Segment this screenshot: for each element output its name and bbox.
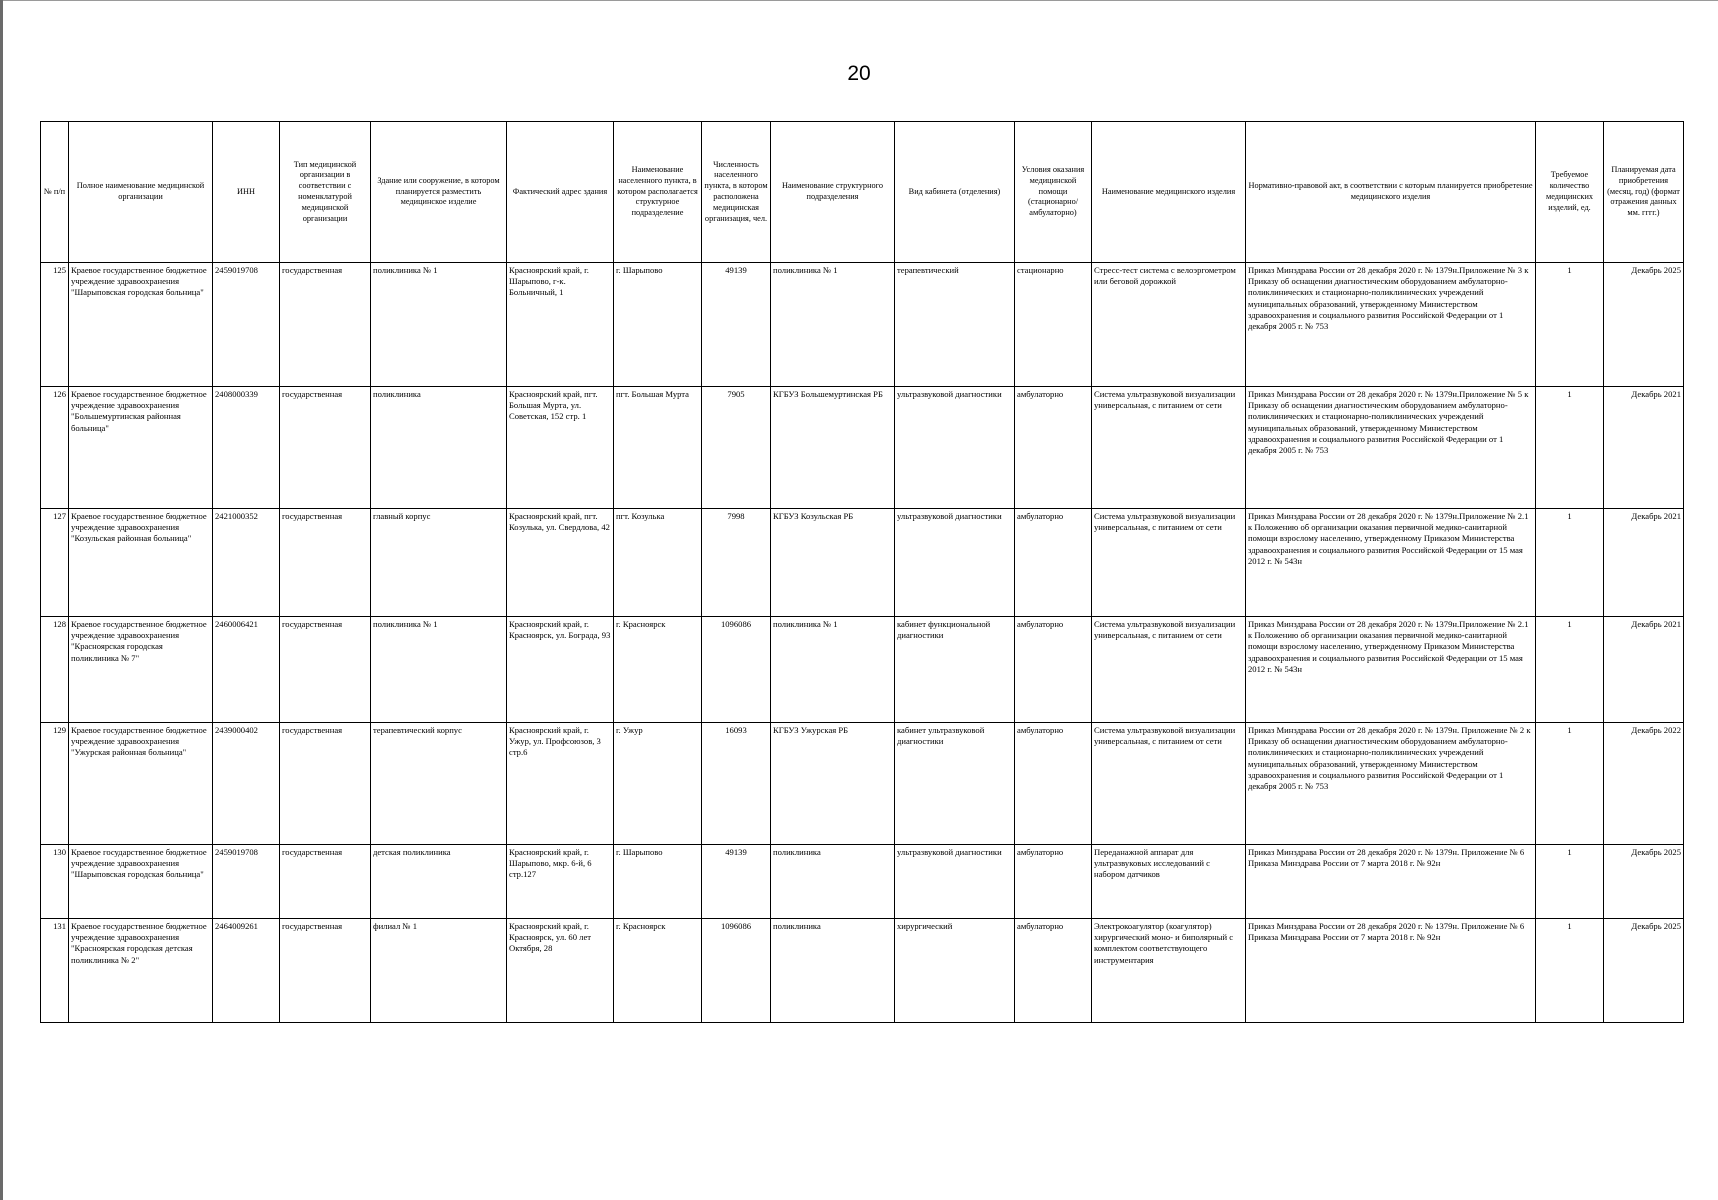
org-name: Краевое государственное бюджетное учреждение здравоохранения "Шарыповская городская больница" <box>69 263 213 387</box>
inn: 2439000402 <box>213 723 280 845</box>
unit: поликлиника № 1 <box>771 263 895 387</box>
header-cell: Наименование медицинского изделия <box>1092 122 1246 263</box>
building: поликлиника № 1 <box>371 617 507 723</box>
cabinet: хирургический <box>895 919 1015 1023</box>
row-number: 129 <box>41 723 69 845</box>
device: Система ультразвуковой визуализации универсальная, с питанием от сети <box>1092 617 1246 723</box>
header-cell: Вид кабинета (отделения) <box>895 122 1015 263</box>
quantity: 1 <box>1536 919 1604 1023</box>
population: 1096086 <box>702 919 771 1023</box>
row-number: 127 <box>41 509 69 617</box>
address: Красноярский край, г. Шарыпово, мкр. 6-й, 6 стр.127 <box>507 845 614 919</box>
cabinet: кабинет ультразвуковой диагностики <box>895 723 1015 845</box>
planned-date: Декабрь 2022 <box>1604 723 1684 845</box>
unit: поликлиника № 1 <box>771 617 895 723</box>
locality: г. Красноярск <box>614 919 702 1023</box>
population: 49139 <box>702 845 771 919</box>
row-number: 125 <box>41 263 69 387</box>
device: Система ультразвуковой визуализации универсальная, с питанием от сети <box>1092 723 1246 845</box>
cabinet: ультразвуковой диагностики <box>895 387 1015 509</box>
population: 7998 <box>702 509 771 617</box>
header-cell: Планируемая дата приобретения (месяц, год) (формат отражения данных мм. гггг.) <box>1604 122 1684 263</box>
unit: КГБУЗ Ужурская РБ <box>771 723 895 845</box>
table-row <box>41 617 1684 723</box>
table-header-row <box>41 122 1684 263</box>
header-cell: Полное наименование медицинской организации <box>69 122 213 263</box>
address: Красноярский край, г. Красноярск, ул. 60 лет Октября, 28 <box>507 919 614 1023</box>
cabinet: кабинет функциональной диагностики <box>895 617 1015 723</box>
device: Система ультразвуковой визуализации универсальная, с питанием от сети <box>1092 387 1246 509</box>
org-name: Краевое государственное бюджетное учреждение здравоохранения "Красноярская городская детская поликлиника № 2" <box>69 919 213 1023</box>
cabinet: ультразвуковой диагностики <box>895 509 1015 617</box>
table-row <box>41 387 1684 509</box>
org-name: Краевое государственное бюджетное учреждение здравоохранения "Шарыповская городская больница" <box>69 845 213 919</box>
inn: 2460006421 <box>213 617 280 723</box>
conditions: амбулаторно <box>1015 919 1092 1023</box>
org-type: государственная <box>280 845 371 919</box>
legal-act: Приказ Минздрава России от 28 декабря 2020 г. № 1379н.Приложение № 2.1 к Положению об организации оказания первичной медико-санитарной помощи взрослому населению, утвержденному Приказом Министерства здравоохранения и социального развития Российской Федерации от 15 мая 2012 г. № 543н <box>1246 509 1536 617</box>
planned-date: Декабрь 2025 <box>1604 263 1684 387</box>
quantity: 1 <box>1536 263 1604 387</box>
header-cell: Условия оказания медицинской помощи (стационарно/ амбулаторно) <box>1015 122 1092 263</box>
planned-date: Декабрь 2021 <box>1604 387 1684 509</box>
quantity: 1 <box>1536 509 1604 617</box>
org-name: Краевое государственное бюджетное учреждение здравоохранения "Большемуртинская районная больница" <box>69 387 213 509</box>
unit: КГБУЗ Козульская РБ <box>771 509 895 617</box>
table-row <box>41 723 1684 845</box>
locality: г. Красноярск <box>614 617 702 723</box>
building: главный корпус <box>371 509 507 617</box>
org-type: государственная <box>280 509 371 617</box>
locality: г. Ужур <box>614 723 702 845</box>
unit: поликлиника <box>771 845 895 919</box>
org-name: Краевое государственное бюджетное учреждение здравоохранения "Ужурская районная больница" <box>69 723 213 845</box>
table-row <box>41 509 1684 617</box>
conditions: стационарно <box>1015 263 1092 387</box>
conditions: амбулаторно <box>1015 723 1092 845</box>
address: Красноярский край, г. Красноярск, ул. Бограда, 93 <box>507 617 614 723</box>
header-cell: № п/п <box>41 122 69 263</box>
locality: пгт. Большая Мурта <box>614 387 702 509</box>
row-number: 128 <box>41 617 69 723</box>
population: 7905 <box>702 387 771 509</box>
cabinet: ультразвуковой диагностики <box>895 845 1015 919</box>
header-cell: Тип медицинской организации в соответствии с номенклатурой медицинской организации <box>280 122 371 263</box>
building: детская поликлиника <box>371 845 507 919</box>
planned-date: Декабрь 2021 <box>1604 617 1684 723</box>
address: Красноярский край, пгт. Козулька, ул. Свердлова, 42 <box>507 509 614 617</box>
conditions: амбулаторно <box>1015 509 1092 617</box>
org-type: государственная <box>280 617 371 723</box>
conditions: амбулаторно <box>1015 845 1092 919</box>
header-cell: Наименование структурного подразделения <box>771 122 895 263</box>
header-cell: Требуемое количество медицинских изделий, ед. <box>1536 122 1604 263</box>
conditions: амбулаторно <box>1015 387 1092 509</box>
quantity: 1 <box>1536 723 1604 845</box>
population: 49139 <box>702 263 771 387</box>
inn: 2459019708 <box>213 845 280 919</box>
quantity: 1 <box>1536 845 1604 919</box>
planned-date: Декабрь 2025 <box>1604 845 1684 919</box>
org-name: Краевое государственное бюджетное учреждение здравоохранения "Козульская районная больница" <box>69 509 213 617</box>
page-number: 20 <box>847 62 871 85</box>
unit: поликлиника <box>771 919 895 1023</box>
row-number: 130 <box>41 845 69 919</box>
unit: КГБУЗ Большемуртинская РБ <box>771 387 895 509</box>
device: Система ультразвуковой визуализации универсальная, с питанием от сети <box>1092 509 1246 617</box>
inn: 2421000352 <box>213 509 280 617</box>
building: поликлиника № 1 <box>371 263 507 387</box>
org-name: Краевое государственное бюджетное учреждение здравоохранения "Красноярская городская поликлиника № 7" <box>69 617 213 723</box>
table-row <box>41 263 1684 387</box>
population: 1096086 <box>702 617 771 723</box>
quantity: 1 <box>1536 617 1604 723</box>
legal-act: Приказ Минздрава России от 28 декабря 2020 г. № 1379н.Приложение № 5 к Приказу об оснащении диагностическим оборудованием амбулаторно-поликлинических и стационарно-поликлинических учреждений муниципальных образований, утвержденному Министерством здравоохранения и социального развития Российской Федерации от 1 декабря 2005 г. № 753 <box>1246 387 1536 509</box>
org-type: государственная <box>280 723 371 845</box>
row-number: 131 <box>41 919 69 1023</box>
quantity: 1 <box>1536 387 1604 509</box>
address: Красноярский край, пгт. Большая Мурта, ул. Советская, 152 стр. 1 <box>507 387 614 509</box>
legal-act: Приказ Минздрава России от 28 декабря 2020 г. № 1379н.Приложение № 2.1 к Положению об организации оказания первичной медико-санитарной помощи взрослому населению, утвержденному Приказом Министерства здравоохранения и социального развития Российской Федерации от 15 мая 2012 г. № 543н <box>1246 617 1536 723</box>
inn: 2408000339 <box>213 387 280 509</box>
org-type: государственная <box>280 263 371 387</box>
building: поликлиника <box>371 387 507 509</box>
planned-date: Декабрь 2021 <box>1604 509 1684 617</box>
device: Стресс-тест система с велоэргометром или беговой дорожкой <box>1092 263 1246 387</box>
legal-act: Приказ Минздрава России от 28 декабря 2020 г. № 1379н.Приложение № 3 к Приказу об оснащении диагностическим оборудованием амбулаторно-поликлинических и стационарно-поликлинических учреждений муниципальных образований, утвержденному Министерством здравоохранения и социального развития Российской Федерации от 1 декабря 2005 г. № 753 <box>1246 263 1536 387</box>
cabinet: терапевтический <box>895 263 1015 387</box>
locality: г. Шарыпово <box>614 845 702 919</box>
header-cell: Численность населенного пункта, в котором расположена медицинская организация, чел. <box>702 122 771 263</box>
table-row <box>41 919 1684 1023</box>
address: Красноярский край, г. Шарыпово, г-к. Больничный, 1 <box>507 263 614 387</box>
planned-date: Декабрь 2025 <box>1604 919 1684 1023</box>
conditions: амбулаторно <box>1015 617 1092 723</box>
header-cell: ИНН <box>213 122 280 263</box>
device: Электрокоагулятор (коагулятор) хирургический моно- и биполярный с комплектом соответствующего инструментария <box>1092 919 1246 1023</box>
equipment-registry-table <box>40 121 1684 1023</box>
inn: 2464009261 <box>213 919 280 1023</box>
device: Переданажной аппарат для ультразвуковых исследований с набором датчиков <box>1092 845 1246 919</box>
row-number: 126 <box>41 387 69 509</box>
table-row <box>41 845 1684 919</box>
org-type: государственная <box>280 919 371 1023</box>
locality: пгт. Козулька <box>614 509 702 617</box>
locality: г. Шарыпово <box>614 263 702 387</box>
legal-act: Приказ Минздрава России от 28 декабря 2020 г. № 1379н. Приложение № 6 Приказа Минздрава России от 7 марта 2018 г. № 92н <box>1246 919 1536 1023</box>
header-cell: Наименование населенного пункта, в котором располагается структурное подразделение <box>614 122 702 263</box>
scan-top-line <box>0 0 1718 1</box>
legal-act: Приказ Минздрава России от 28 декабря 2020 г. № 1379н. Приложение № 2 к Приказу об оснащении диагностическим оборудованием амбулаторно-поликлинических и стационарно-поликлинических учреждений муниципальных образований, утвержденному Министерством здравоохранения и социального развития Российской Федерации от 1 декабря 2005 г. № 753 <box>1246 723 1536 845</box>
population: 16093 <box>702 723 771 845</box>
header-cell: Здание или сооружение, в котором планируется разместить медицинское изделие <box>371 122 507 263</box>
address: Красноярский край, г. Ужур, ул. Профсоюзов, 3 стр.6 <box>507 723 614 845</box>
building: филиал № 1 <box>371 919 507 1023</box>
header-cell: Нормативно-правовой акт, в соответствии с которым планируется приобретение медицинского изделия <box>1246 122 1536 263</box>
org-type: государственная <box>280 387 371 509</box>
scan-left-edge <box>0 0 3 1200</box>
building: терапевтический корпус <box>371 723 507 845</box>
header-cell: Фактический адрес здания <box>507 122 614 263</box>
legal-act: Приказ Минздрава России от 28 декабря 2020 г. № 1379н. Приложение № 6 Приказа Минздрава России от 7 марта 2018 г. № 92н <box>1246 845 1536 919</box>
inn: 2459019708 <box>213 263 280 387</box>
